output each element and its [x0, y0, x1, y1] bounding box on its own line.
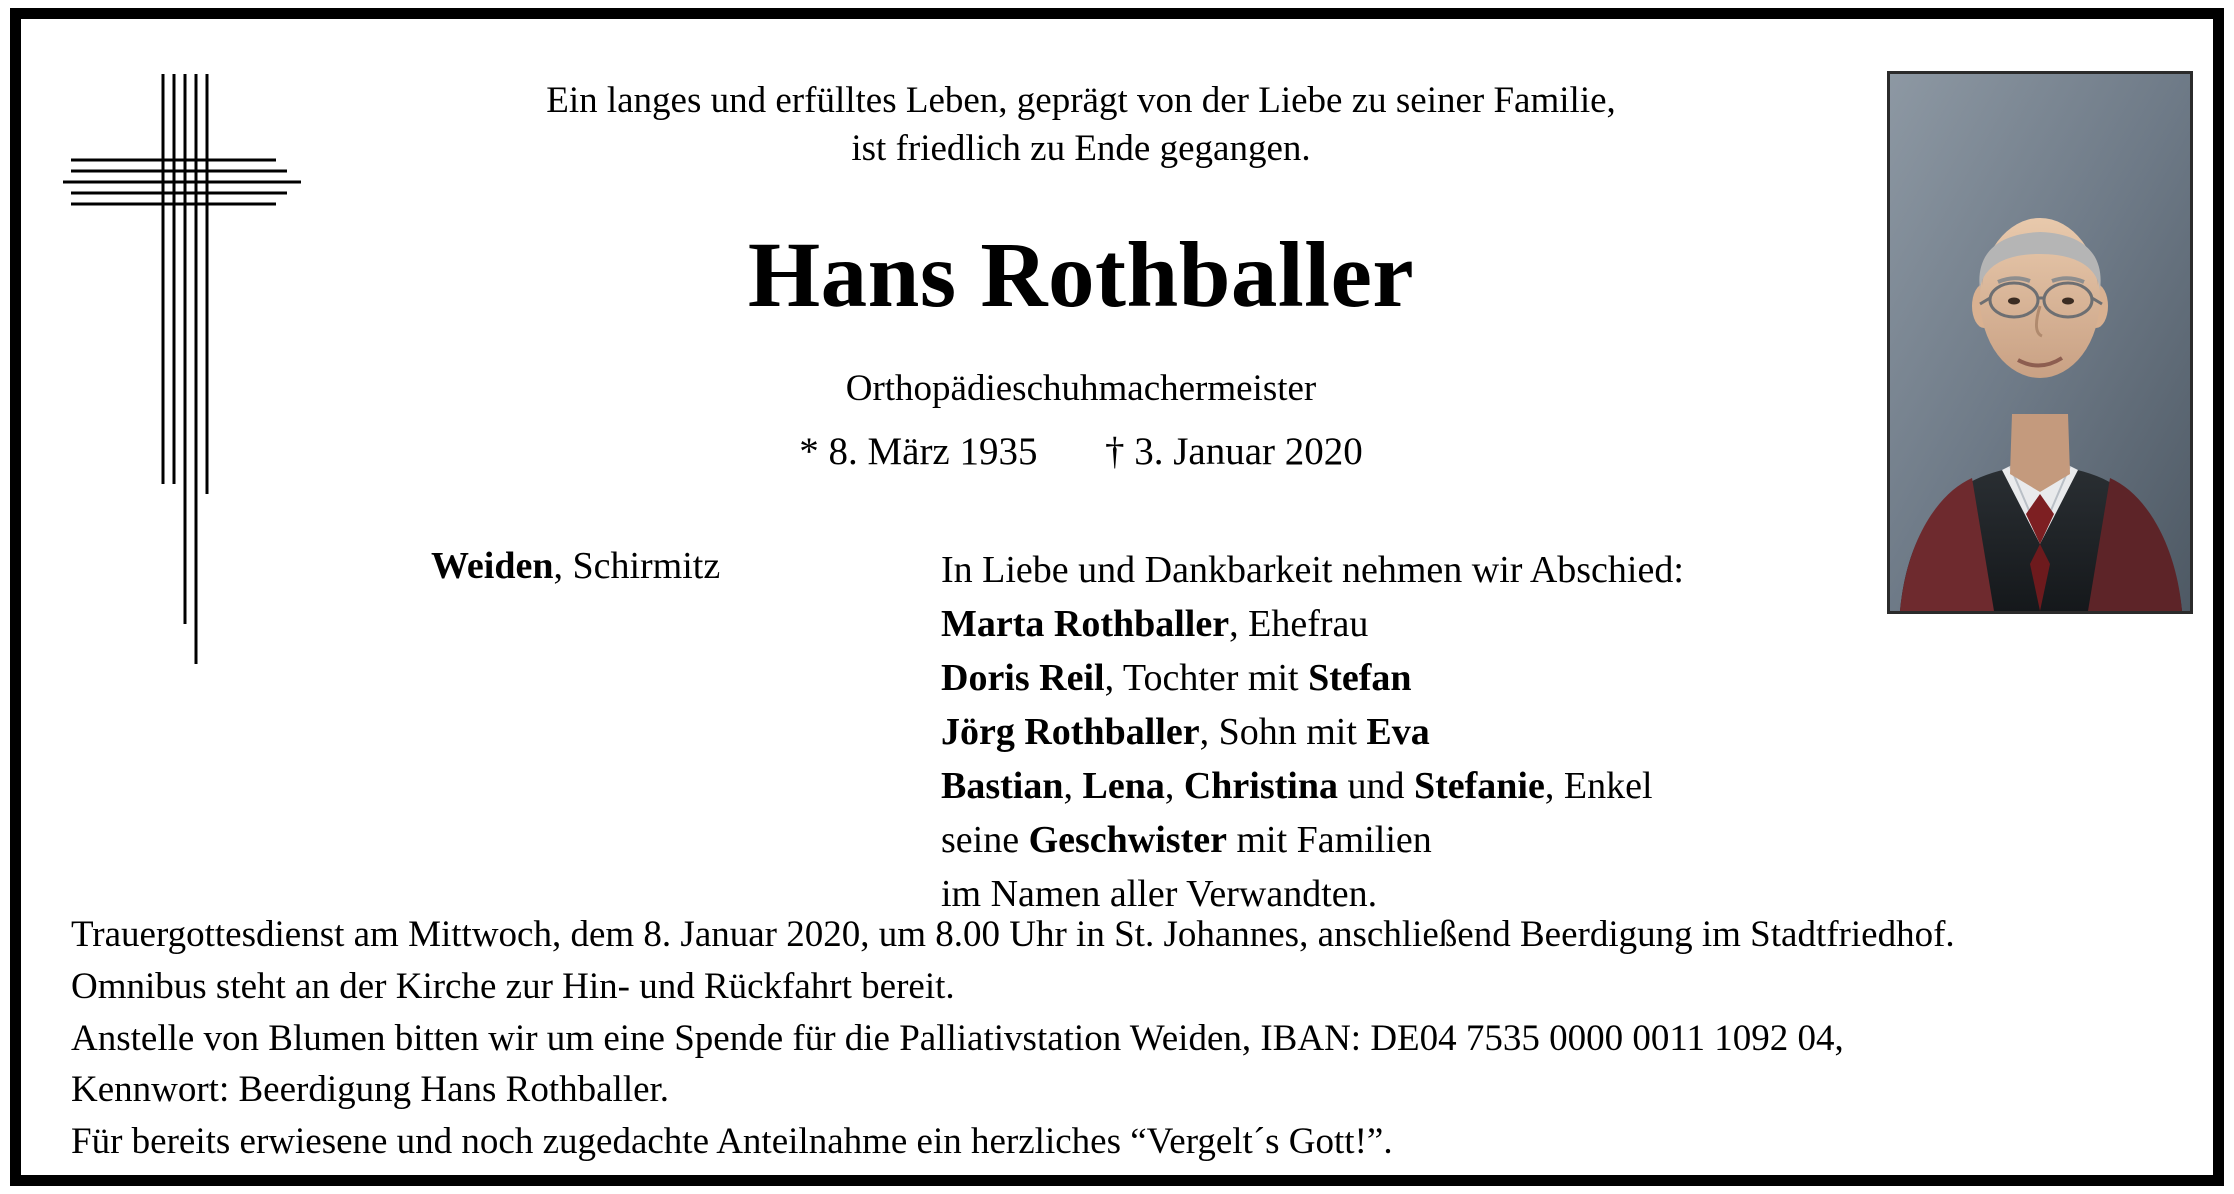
- family-member-name: Lena: [1082, 764, 1165, 807]
- family-member-name: Marta Rothballer: [941, 602, 1230, 645]
- service-details: [71, 909, 2171, 1168]
- footer-line: Anstelle von Blumen bitten wir um eine Spende für die Palliativstation Weiden, IBAN: DE04 7535 0000 0011 1092 04,: [71, 1017, 1844, 1059]
- list-item: [941, 814, 1901, 868]
- list-item: [941, 598, 1901, 652]
- place-secondary: , Schirmitz: [553, 545, 721, 587]
- family-member-name: Geschwister: [1028, 818, 1227, 861]
- footer-line: Trauergottesdienst am Mittwoch, dem 8. Januar 2020, um 8.00 Uhr in St. Johannes, anschließend Beerdigung im Stadtfriedhof.: [71, 914, 1955, 955]
- footer-line: Kennwort: Beerdigung Hans Rothballer.: [71, 1069, 670, 1111]
- portrait-photo: [1887, 71, 2193, 614]
- obituary-frame: [10, 8, 2224, 1186]
- family-member-name: Christina: [1183, 764, 1338, 807]
- places: [431, 544, 851, 588]
- family-member-relation: , Ehefrau: [1229, 602, 1369, 645]
- life-dates: [401, 429, 1761, 474]
- family-member-relation: , Enkel: [1544, 764, 1653, 807]
- family-intro: In Liebe und Dankbarkeit nehmen wir Abschied:: [941, 549, 1684, 591]
- family-member-partner: Eva: [1366, 710, 1430, 753]
- list-item: im Namen aller Verwandten.: [941, 872, 1378, 915]
- death-date: † 3. Januar 2020: [1105, 430, 1363, 473]
- family-prefix: seine: [941, 818, 1029, 861]
- cross-icon: [61, 64, 361, 724]
- obituary-content: [21, 19, 2213, 1175]
- family-member-relation: , Sohn mit: [1199, 710, 1367, 753]
- place-primary: Weiden: [431, 545, 554, 587]
- opening-quote: [401, 77, 1761, 173]
- family-member-name: Bastian: [941, 764, 1064, 807]
- family-member-partner: Stefan: [1308, 656, 1412, 699]
- separator: ,: [1063, 764, 1083, 807]
- list-item: [941, 652, 1901, 706]
- family-member-relation: mit Familien: [1226, 818, 1432, 861]
- footer-line: Für bereits erwiesene und noch zugedachte Anteilnahme ein herzliches “Vergelt´s Gott!”.: [71, 1121, 1393, 1163]
- family-member-name: Stefanie: [1413, 764, 1545, 807]
- list-item: [941, 760, 1901, 814]
- family-list: [941, 544, 1901, 922]
- list-item: [941, 706, 1901, 760]
- separator: und: [1337, 764, 1414, 807]
- footer-line: Omnibus steht an der Kirche zur Hin- und Rückfahrt bereit.: [71, 965, 955, 1007]
- quote-line-1: Ein langes und erfülltes Leben, geprägt von der Liebe zu seiner Familie,: [546, 80, 1616, 121]
- separator: ,: [1164, 764, 1184, 807]
- quote-line-2: ist friedlich zu Ende gegangen.: [851, 128, 1311, 170]
- birth-date: * 8. März 1935: [799, 430, 1038, 473]
- profession: Orthopädieschuhmachermeister: [845, 368, 1317, 409]
- family-member-relation: , Tochter mit: [1104, 656, 1309, 699]
- family-member-name: Doris Reil: [941, 656, 1105, 699]
- family-member-name: Jörg Rothballer: [941, 710, 1200, 753]
- deceased-name: Hans Rothballer: [747, 224, 1415, 327]
